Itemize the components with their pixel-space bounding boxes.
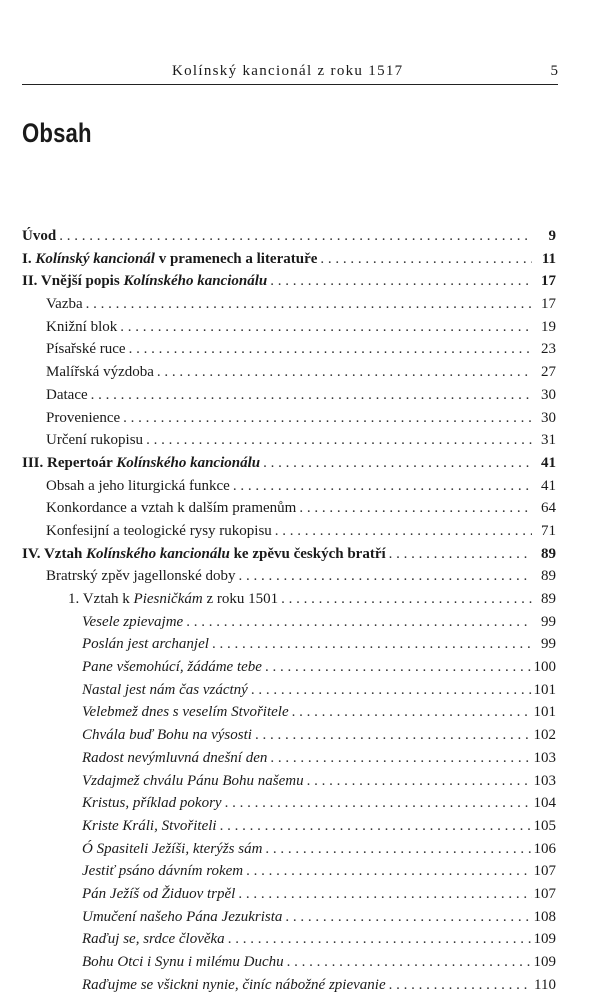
toc-entry-title-part: Bohu Otci i Synu i milému Duchu <box>82 954 284 970</box>
toc-entry <box>22 568 556 591</box>
toc-page-number: 109 <box>533 954 556 970</box>
dot-leader <box>287 954 532 971</box>
toc-page-number: 9 <box>548 228 556 244</box>
toc-entry <box>22 773 556 796</box>
toc-entry <box>22 704 556 727</box>
dot-leader <box>265 841 531 858</box>
running-title: Kolínský kancionál z roku 1517 <box>172 63 404 79</box>
toc-entry-title-part: ke zpěvu českých bratří <box>229 545 386 562</box>
toc-entry-title-part: Písařské ruce <box>46 341 126 358</box>
toc-entry-title-part: Velebmež dnes s veselím Stvořitele <box>82 704 289 721</box>
toc-entry <box>22 659 556 682</box>
toc-entry-title-italic: Kolínského kancionálu <box>123 273 268 290</box>
toc-entry <box>22 954 556 977</box>
toc-page-number: 105 <box>533 817 556 834</box>
toc-page-number: 106 <box>533 840 556 857</box>
toc-entry-title <box>22 228 56 245</box>
toc-page-number: 99 <box>541 613 556 630</box>
toc-entry-title-part: z roku 1501 <box>202 591 279 607</box>
toc-entry-title <box>46 296 83 313</box>
toc-entry-title <box>82 931 225 948</box>
toc-entry-title <box>46 432 143 449</box>
toc-entry-title-part: Vazba <box>46 296 83 313</box>
toc-entry-title-part: Pán Ježíš od Židuov trpěl <box>82 885 236 902</box>
toc-page-number: 102 <box>533 727 556 744</box>
toc-page-number: 89 <box>541 568 556 585</box>
toc-entry-title-part: Raďujme se všickni nynie, činíc nábožné zpievanie <box>82 976 386 993</box>
toc-page-number: 30 <box>541 409 556 426</box>
toc-entry <box>22 682 556 705</box>
toc-entry <box>22 546 556 569</box>
toc-page-number: 107 <box>533 885 556 902</box>
toc-entry-title-italic: Kolínského kancionálu <box>86 545 230 562</box>
dot-leader <box>123 410 532 427</box>
dot-leader <box>59 228 532 245</box>
toc-entry-title-part: Raďuj se, srdce člověka <box>82 931 225 948</box>
toc-entry-title-part: Jestiť psáno dávním rokem <box>82 863 244 880</box>
toc-entry-title-part: Určení rukopisu <box>46 432 144 449</box>
toc-entry-title <box>46 478 230 495</box>
toc-entry-title <box>46 341 126 358</box>
toc-page-number: 104 <box>533 795 556 812</box>
dot-leader <box>239 568 532 585</box>
toc-page-number: 100 <box>533 659 556 676</box>
toc-entry-title <box>68 591 278 608</box>
toc-entry-title-part: I. <box>22 250 36 267</box>
toc-entry <box>22 727 556 750</box>
dot-leader <box>238 886 531 903</box>
toc-page-number: 30 <box>541 386 556 403</box>
toc-entry <box>22 841 556 864</box>
dot-leader <box>212 636 532 653</box>
toc-entry <box>22 432 556 455</box>
toc-page-number: 31 <box>541 432 556 449</box>
toc-entry <box>22 636 556 659</box>
toc-entry-title <box>82 841 262 858</box>
toc-entry <box>22 341 556 364</box>
toc-entry-title <box>82 614 183 631</box>
toc-entry <box>22 931 556 954</box>
toc-page-number: 89 <box>541 591 556 607</box>
toc-entry <box>22 795 556 818</box>
toc-entry <box>22 818 556 841</box>
toc-entry-title <box>46 568 236 585</box>
toc-entry-title-part: Konkordance a vztah k dalším pramenům <box>46 500 297 517</box>
dot-leader <box>265 659 532 676</box>
toc-page-number: 71 <box>541 522 556 539</box>
toc-entry-title <box>22 251 317 268</box>
dot-leader <box>251 682 532 699</box>
page-number: 5 <box>550 63 558 79</box>
dot-leader <box>129 341 532 358</box>
toc-entry-title-part: Pane všemohúcí, žádáme tebe <box>82 659 262 676</box>
dot-leader <box>255 727 532 744</box>
toc-entry-title-part: Kriste Králi, Stvořiteli <box>82 817 217 834</box>
toc-entry <box>22 410 556 433</box>
toc-entry <box>22 863 556 886</box>
toc-entry-title <box>82 795 222 812</box>
dot-leader <box>320 251 532 268</box>
toc-entry-title-part: Malířská výzdoba <box>46 364 154 381</box>
dot-leader <box>228 931 532 948</box>
toc-entry <box>22 273 556 296</box>
dot-leader <box>389 546 532 563</box>
toc-entry <box>22 319 556 342</box>
toc-entry <box>22 977 556 999</box>
toc-entry-title-part: II. Vnější popis <box>22 273 124 290</box>
toc-page-number: 89 <box>541 545 556 562</box>
toc-entry-title-part: Vesele zpievajme <box>82 613 184 630</box>
toc-entry-title <box>46 500 296 517</box>
dot-leader <box>307 773 532 790</box>
toc-entry-title-part: Chvála buď Bohu na výsosti <box>82 727 252 744</box>
toc-entry <box>22 455 556 478</box>
dot-leader <box>246 863 531 880</box>
toc-entry <box>22 523 556 546</box>
toc-page-number: 103 <box>533 772 556 789</box>
dot-leader <box>220 818 532 835</box>
toc-entry-title <box>82 818 217 835</box>
dot-leader <box>225 795 532 812</box>
toc-entry <box>22 591 556 614</box>
toc-entry-title-part: 1. Vztah k <box>68 591 134 607</box>
toc-page-number: 107 <box>533 863 556 880</box>
toc-entry <box>22 228 556 251</box>
toc-entry-title <box>46 523 272 540</box>
running-head <box>22 60 558 85</box>
toc-page-number: 17 <box>541 273 556 290</box>
dot-leader <box>270 273 532 290</box>
toc-page-number: 19 <box>541 318 556 335</box>
toc-entry <box>22 614 556 637</box>
toc-entry-title <box>82 954 284 971</box>
toc-entry-title <box>82 773 304 790</box>
dot-leader <box>91 387 532 404</box>
toc-entry <box>22 251 556 274</box>
toc-page-number: 103 <box>533 749 556 766</box>
toc-entry-title <box>82 886 235 903</box>
toc-entry-title-part: IV. Vztah <box>22 545 87 562</box>
toc-entry-title-part: Bratrský zpěv jagellonské doby <box>46 568 236 585</box>
toc-entry-title-part: III. Repertoár <box>22 454 117 471</box>
toc-page-number: 17 <box>541 296 556 313</box>
toc-page-number: 27 <box>541 364 556 381</box>
dot-leader <box>157 364 532 381</box>
toc-entry-title <box>82 682 248 699</box>
toc-entry-title <box>82 704 289 721</box>
toc-page-number: 41 <box>541 454 556 471</box>
toc-entry-title <box>82 659 262 676</box>
dot-leader <box>389 977 532 994</box>
toc-entry-title-part: Umučení našeho Pána Jezukrista <box>82 908 283 925</box>
toc-entry-title-part: Knižní blok <box>46 318 118 335</box>
toc-entry-title <box>82 977 386 994</box>
toc-entry-title <box>46 410 120 427</box>
toc-entry-title-part: Obsah a jeho liturgická funkce <box>46 477 230 494</box>
toc-entry-title <box>82 863 243 880</box>
toc-entry-title-part: Radost nevýmluvná dnešní den <box>82 749 268 766</box>
toc-entry <box>22 478 556 501</box>
toc-entry-title-part: Ó Spasiteli Ježíši, kterýžs sám <box>82 840 263 857</box>
dot-leader <box>263 455 532 472</box>
toc-entry <box>22 296 556 319</box>
dot-leader <box>146 432 532 449</box>
dot-leader <box>186 614 532 631</box>
dot-leader <box>299 500 532 517</box>
toc-page-number: 64 <box>541 500 556 517</box>
toc-entry-title-part: Vzdajmež chválu Pánu Bohu našemu <box>82 772 304 789</box>
toc-entry-title-italic: Kolínského kancionálu <box>116 454 261 471</box>
toc-page-number: 110 <box>534 976 556 993</box>
page-title: Obsah <box>22 118 92 148</box>
toc-entry-title <box>82 750 267 767</box>
toc-entry-title-italic: Piesničkám <box>133 591 203 607</box>
toc-entry-title-part: Nastal jest nám čas vzáctný <box>82 681 248 698</box>
toc-page-number: 109 <box>533 931 556 948</box>
toc-page-number: 41 <box>541 477 556 494</box>
toc-page-number: 101 <box>533 704 556 721</box>
toc-entry-title-part: Provenience <box>46 409 121 426</box>
toc-page-number: 108 <box>533 908 556 925</box>
toc-entry-title-part: Datace <box>46 386 88 403</box>
toc-entry-title <box>22 273 267 290</box>
toc-entry-title <box>46 319 117 336</box>
toc-page-number: 23 <box>541 341 556 358</box>
toc-entry-title-part: v pramenech a literatuře <box>154 250 318 267</box>
table-of-contents <box>22 228 556 999</box>
toc-entry-title <box>46 387 88 404</box>
dot-leader <box>281 591 532 608</box>
toc-page-number: 11 <box>541 250 556 267</box>
dot-leader <box>292 704 532 721</box>
toc-entry-title <box>82 727 252 744</box>
toc-entry <box>22 909 556 932</box>
toc-entry <box>22 364 556 387</box>
dot-leader <box>285 909 531 926</box>
toc-entry-title <box>22 455 260 472</box>
toc-entry <box>22 387 556 410</box>
toc-entry-title <box>22 546 386 563</box>
dot-leader <box>270 750 531 767</box>
toc-page-number: 101 <box>533 681 556 698</box>
toc-page-number: 99 <box>541 636 556 653</box>
toc-entry <box>22 886 556 909</box>
toc-entry-title <box>46 364 154 381</box>
toc-entry-title-part: Poslán jest archanjel <box>82 636 209 653</box>
toc-entry-title-part: Úvod <box>22 228 57 244</box>
toc-entry-title-part: Konfesijní a teologické rysy rukopisu <box>46 522 272 539</box>
dot-leader <box>86 296 532 313</box>
toc-entry-title <box>82 636 209 653</box>
toc-entry-title-part: Kristus, příklad pokory <box>82 795 222 812</box>
toc-entry <box>22 750 556 773</box>
toc-entry-title <box>82 909 282 926</box>
toc-entry-title-italic: Kolínský kancionál <box>35 250 155 267</box>
dot-leader <box>120 319 532 336</box>
toc-entry <box>22 500 556 523</box>
dot-leader <box>275 523 532 540</box>
dot-leader <box>233 478 532 495</box>
